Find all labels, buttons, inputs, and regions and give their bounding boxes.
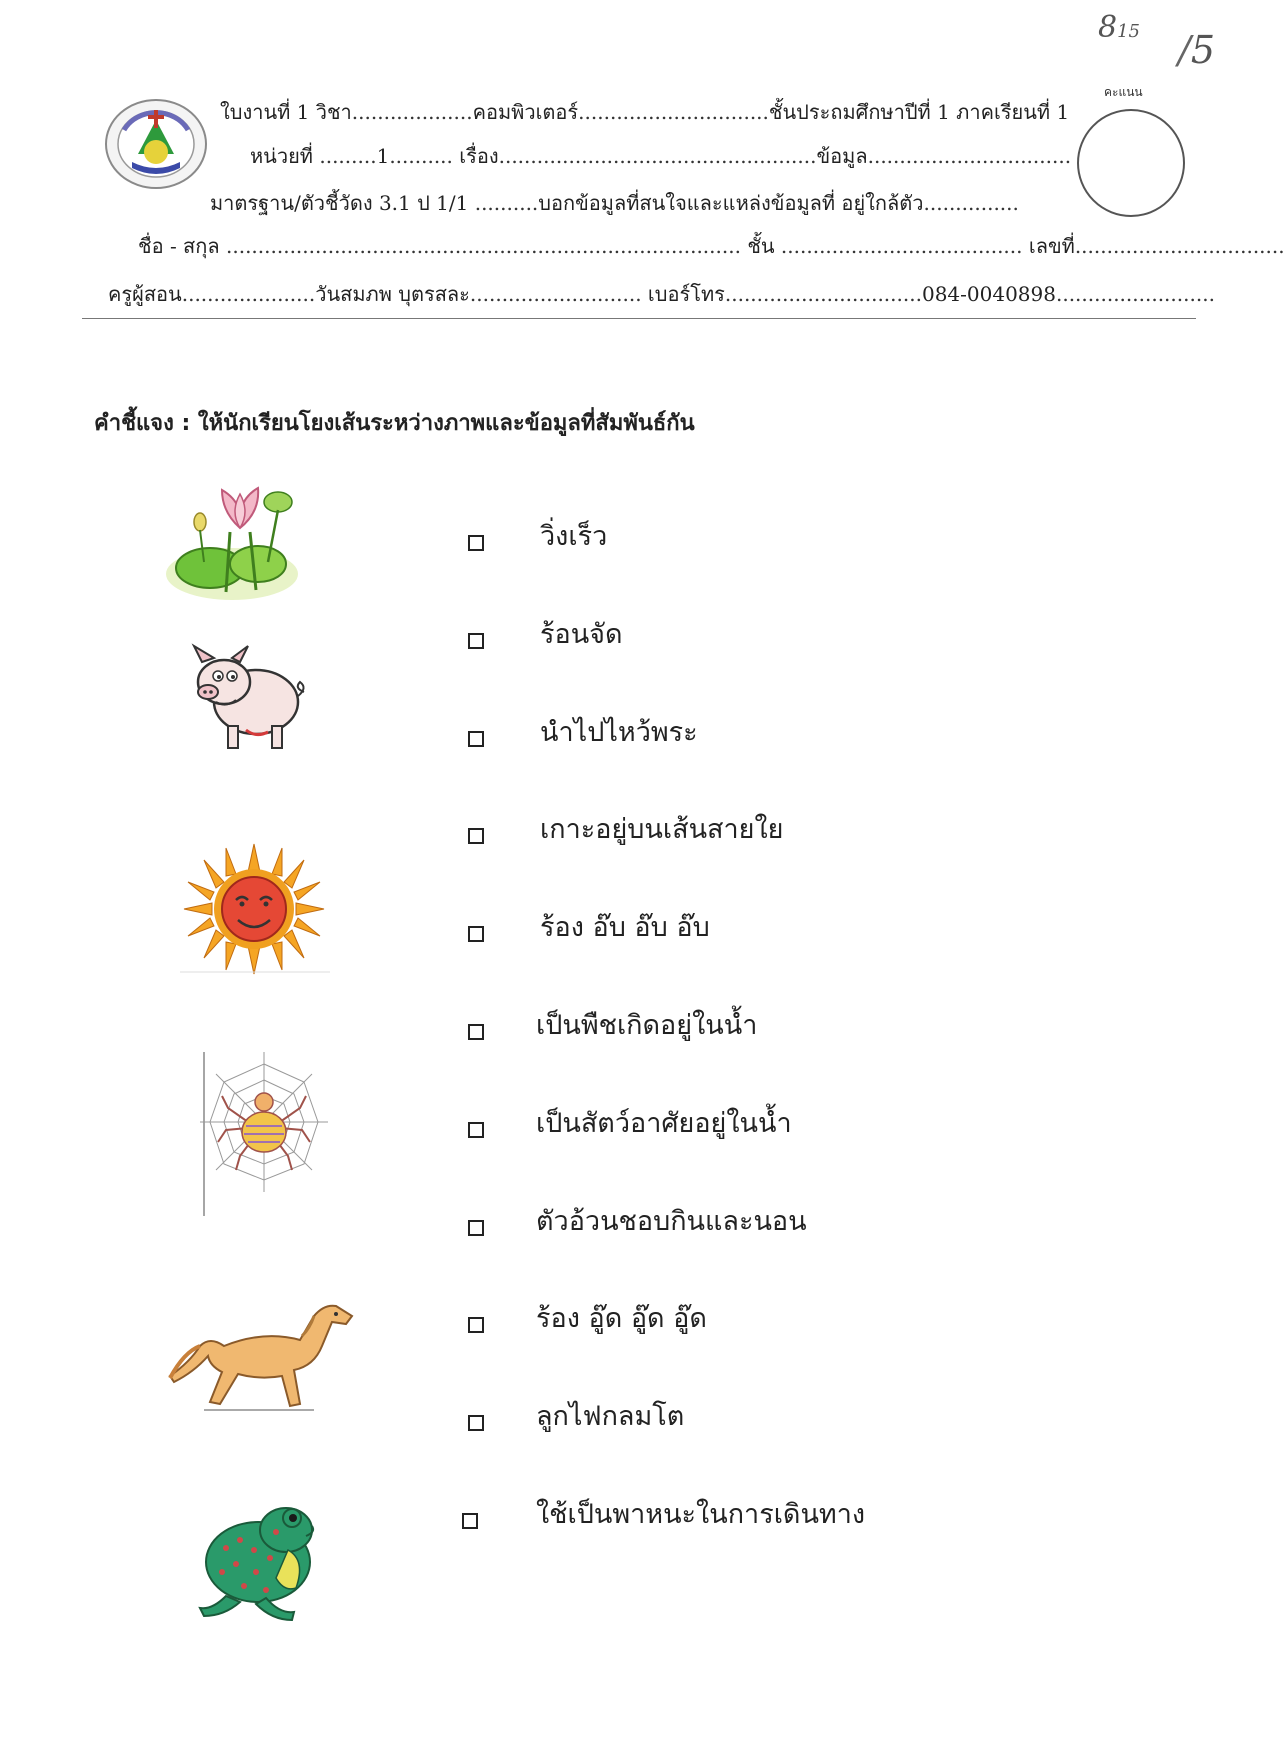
phone-label: เบอร์โทร [647, 282, 725, 306]
item-checkbox[interactable] [468, 828, 484, 844]
item-checkbox[interactable] [468, 1317, 484, 1333]
unit-value: 1 [376, 144, 390, 168]
item-text: ร้อง อู๊ด อู๊ด อู๊ด [536, 1303, 707, 1335]
item-text: เป็นสัตว์อาศัยอยู่ในน้ำ [536, 1107, 792, 1139]
score-circle [1077, 109, 1185, 217]
grade-label: ชั้นประถมศึกษาปีที่ 1 ภาคเรียนที่ 1 [768, 100, 1070, 124]
item-text: ลูกไฟกลมโต [536, 1401, 685, 1433]
phone-value: 084-0040898 [921, 282, 1056, 306]
item-checkbox[interactable] [468, 926, 484, 942]
topic-label: เรื่อง [459, 144, 499, 168]
item-text: เป็นพืชเกิดอยู่ในน้ำ [536, 1010, 758, 1041]
handwritten-mark: /5 [1178, 28, 1215, 72]
item-text: ตัวอ้วนชอบกินและนอน [536, 1205, 807, 1237]
topic-value: ข้อมูล [816, 144, 868, 168]
frog-icon [196, 1492, 324, 1622]
lotus-icon [160, 482, 308, 606]
standard-text: บอกข้อมูลที่สนใจและแหล่งข้อมูลที่ อยู่ใกล้ตัว [538, 191, 924, 215]
header-line-1: ใบงานที่ 1 วิชา...................คอมพิวเตอร์..............................ชั้นประถมศึกษาปีที่ 1 ภาคเรียนที่ 1 [220, 100, 1070, 124]
number-label: เลขที่ [1028, 234, 1075, 258]
standard-label: มาตรฐาน/ตัวชี้วัดง 3.1 ป 1/1 [210, 191, 469, 215]
horse-icon [164, 1286, 360, 1420]
sheet-label: ใบงานที่ 1 วิชา [220, 100, 352, 124]
item-text: ร้อนจัด [540, 618, 623, 650]
teacher-label: ครูผู้สอน [108, 282, 182, 306]
subject-value: คอมพิวเตอร์ [472, 100, 579, 124]
unit-label: หน่วยที่ [250, 144, 313, 168]
item-text: เกาะอยู่บนเส้นสายใย [540, 814, 784, 846]
header-line-5: ครูผู้สอน.....................วันสมภพ บุตรสละ........................... เบอร์โทร...............................084-0040898......................... [108, 282, 1215, 306]
school-logo [102, 96, 210, 192]
header-line-2: หน่วยที่ .........1.......... เรื่อง..................................................ข้อมูล................................ [250, 144, 1072, 168]
item-checkbox[interactable] [468, 1415, 484, 1431]
teacher-value: วันสมภพ บุตรสละ [315, 282, 470, 306]
pig-icon [186, 640, 310, 756]
item-checkbox[interactable] [462, 1513, 478, 1529]
item-text: นำไปไหว้พระ [540, 716, 698, 748]
item-checkbox[interactable] [468, 731, 484, 747]
item-checkbox[interactable] [468, 535, 484, 551]
item-text: ใช้เป็นพาหนะในการเดินทาง [536, 1499, 866, 1530]
item-checkbox[interactable] [468, 633, 484, 649]
sun-icon [180, 842, 328, 976]
score-label: คะแนน [1104, 85, 1143, 99]
handwritten-score: 815 [1098, 10, 1140, 45]
item-checkbox[interactable] [468, 1220, 484, 1236]
instruction-text: คำชี้แจง : ให้นักเรียนโยงเส้นระหว่างภาพและข้อมูลที่สัมพันธ์กัน [94, 411, 695, 436]
item-checkbox[interactable] [468, 1024, 484, 1040]
item-checkbox[interactable] [468, 1122, 484, 1138]
item-text: วิ่งเร็ว [540, 521, 608, 552]
header-line-3: มาตรฐาน/ตัวชี้วัดง 3.1 ป 1/1 ..........บอกข้อมูลที่สนใจและแหล่งข้อมูลที่ อยู่ใกล้ตัว............... [210, 191, 1019, 215]
header-line-4: ชื่อ - สกุล ................................................................................. ชั้น ...................................... เลขที่................................. [138, 234, 1285, 258]
header-divider [82, 318, 1196, 319]
spider-web-icon [200, 1052, 328, 1216]
item-text: ร้อง อ๊บ อ๊บ อ๊บ [540, 912, 710, 944]
class-label: ชั้น [747, 234, 775, 258]
name-label: ชื่อ - สกุล [138, 234, 220, 258]
